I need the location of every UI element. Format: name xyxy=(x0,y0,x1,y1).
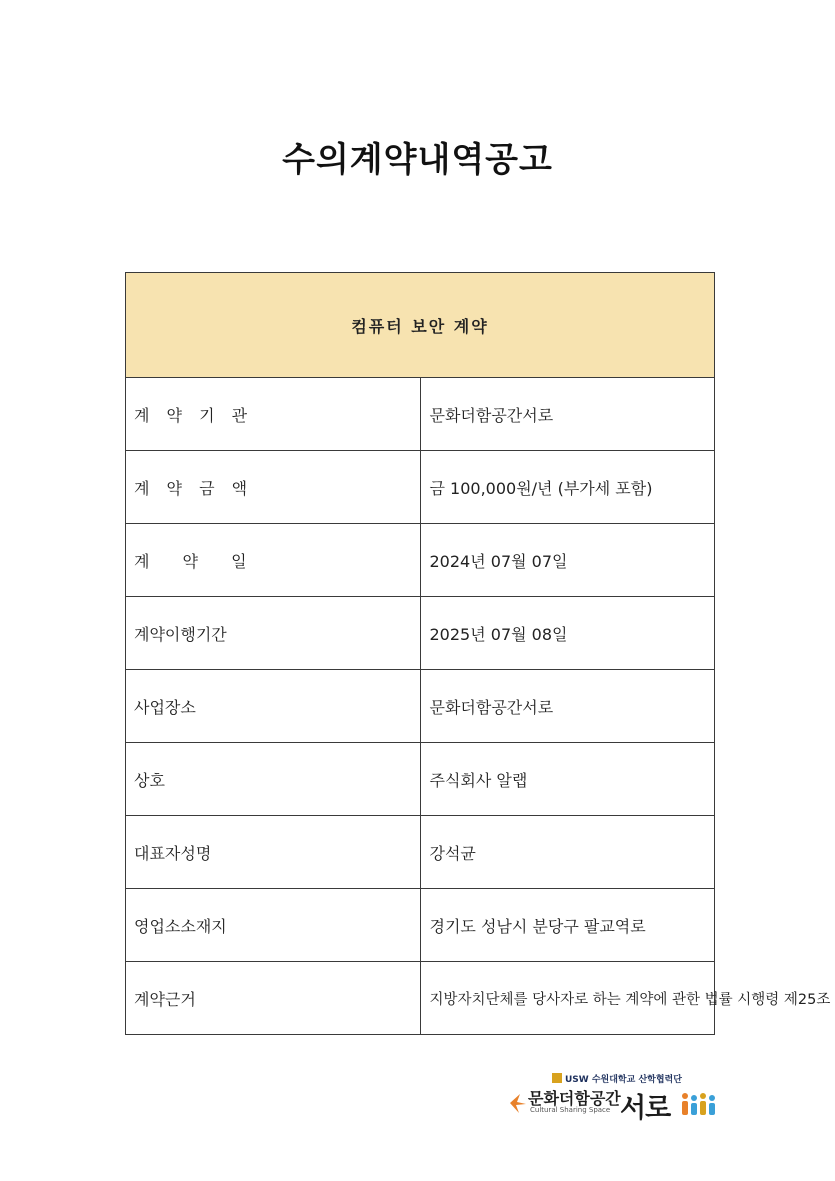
row-value-office-address: 경기도 성남시 분당구 팔교역로 xyxy=(420,889,715,962)
row-label-contract-amount: 계 약 금 액 xyxy=(126,451,421,524)
row-label-performance-period: 계약이행기간 xyxy=(126,597,421,670)
table-header-row xyxy=(126,273,715,378)
table-row xyxy=(126,889,715,962)
row-label-legal-basis: 계약근거 xyxy=(126,962,421,1035)
logo-org-name: 문화더함공간 xyxy=(528,1089,621,1108)
row-label-office-address: 영업소소재지 xyxy=(126,889,421,962)
row-value-contract-agency: 문화더함공간서로 xyxy=(420,378,715,451)
contract-table xyxy=(125,272,831,1035)
row-label-representative: 대표자성명 xyxy=(126,816,421,889)
table-row xyxy=(126,962,715,1035)
row-label-business-location: 사업장소 xyxy=(126,670,421,743)
people-figures-icon xyxy=(680,1092,716,1116)
organization-logo xyxy=(508,1072,718,1122)
table-row xyxy=(126,524,715,597)
table-row xyxy=(126,378,715,451)
table-row xyxy=(126,743,715,816)
table-row xyxy=(126,816,715,889)
contract-name-header: 컴퓨터 보안 계약 xyxy=(126,273,715,378)
row-label-company-name: 상호 xyxy=(126,743,421,816)
logo-university-text: USW 수원대학교 산학협력단 xyxy=(565,1075,682,1085)
row-label-contract-agency: 계 약 기 관 xyxy=(126,378,421,451)
logo-subtitle: Cultural Sharing Space xyxy=(530,1106,611,1114)
table-row xyxy=(126,597,715,670)
row-value-legal-basis: 지방자치단체를 당사자로 하는 계약에 관한 법률 시행령 제25조 xyxy=(420,962,715,1035)
row-label-contract-date: 계 약 일 xyxy=(126,524,421,597)
logo-big-text: 서로 xyxy=(620,1093,671,1124)
document-title: 수의계약내역공고 xyxy=(282,140,553,180)
star-burst-icon xyxy=(508,1092,528,1114)
row-value-contract-date: 2024년 07월 07일 xyxy=(420,524,715,597)
row-value-performance-period: 2025년 07월 08일 xyxy=(420,597,715,670)
table-row xyxy=(126,451,715,524)
row-value-company-name: 주식회사 알랩 xyxy=(420,743,715,816)
row-value-contract-amount: 금 100,000원/년 (부가세 포함) xyxy=(420,451,715,524)
logo-university-line xyxy=(552,1072,682,1085)
table-row xyxy=(126,670,715,743)
row-value-business-location: 문화더함공간서로 xyxy=(420,670,715,743)
usw-emblem-icon xyxy=(552,1073,562,1083)
row-value-representative: 강석균 xyxy=(420,816,715,889)
